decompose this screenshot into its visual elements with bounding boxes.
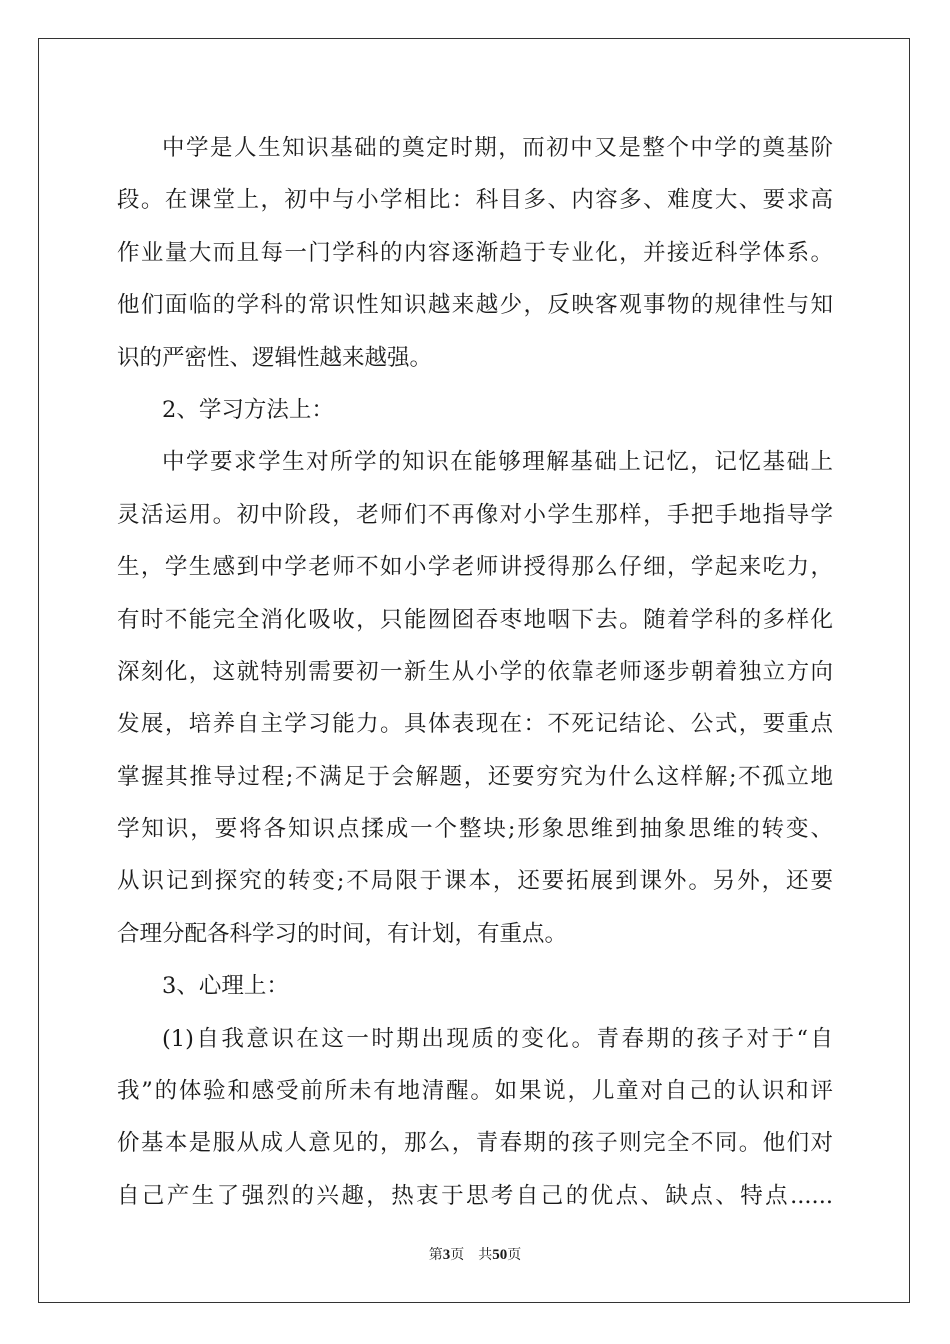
section-heading-study-methods [117,384,833,436]
text-line: 中学要求学生对所学的知识在能够理解基础上记忆，记忆基础上 [162,449,833,476]
total-prefix: 共 [478,1247,493,1263]
page-footer [0,1244,950,1264]
section-heading-psychology [117,960,833,1012]
text-line: 从识记到探究的转变;不局限于课本，还要拓展到课外。另外，还要 [117,868,833,895]
page-prefix: 第 [428,1247,443,1263]
text-line: 掌握其推导过程;不满足于会解题，还要穷究为什么这样解;不孤立地 [117,763,833,790]
text-line: (1)自我意识在这一时期出现质的变化。青春期的孩子对于“自 [162,1025,833,1052]
total-suffix: 页 [507,1247,522,1263]
text-line: 生，学生感到中学老师不如小学老师讲授得那么仔细，学起来吃力， [117,554,833,581]
text-line: 识的严密性、逻辑性越来越强。 [117,344,433,371]
paragraph-3 [117,1013,833,1223]
page-suffix: 页 [450,1247,465,1263]
text-line: 深刻化，这就特别需要初一新生从小学的依靠老师逐步朝着独立方向 [117,658,833,685]
text-line: 合理分配各科学习的时间，有计划，有重点。 [117,920,568,947]
text-line: 有时不能完全消化吸收，只能囫囵吞枣地咽下去。随着学科的多样化 [117,606,833,633]
text-line: 灵活运用。初中阶段，老师们不再像对小学生那样，手把手地指导学 [117,501,833,528]
text-line: 自己产生了强烈的兴趣，热衷于思考自己的优点、缺点、特点...... [117,1182,833,1209]
paragraph-1 [117,122,833,384]
text-line: 段。在课堂上，初中与小学相比：科目多、内容多、难度大、要求高 [117,187,833,214]
text-line: 中学是人生知识基础的奠定时期，而初中又是整个中学的奠基阶 [162,135,833,161]
text-line: 学知识，要将各知识点揉成一个整块;形象思维到抽象思维的转变、 [117,816,833,843]
text-line: 价基本是服从成人意见的，那么，青春期的孩子则完全不同。他们对 [117,1130,833,1157]
total-pages: 50 [492,1247,508,1263]
text-line: 3、心理上： [162,973,289,1000]
page-number: 3 [442,1247,451,1263]
document-body [117,122,833,1222]
paragraph-2 [117,436,833,960]
text-line: 他们面临的学科的常识性知识越来越少，反映客观事物的规律性与知 [117,292,833,319]
text-line: 我”的体验和感受前所未有地清醒。如果说，儿童对自己的认识和评 [117,1078,833,1105]
text-line: 发展，培养自主学习能力。具体表现在：不死记结论、公式，要重点 [117,711,833,738]
text-line: 作业量大而且每一门学科的内容逐渐趋于专业化，并接近科学体系。 [117,239,833,266]
text-line: 2、学习方法上： [162,396,334,423]
